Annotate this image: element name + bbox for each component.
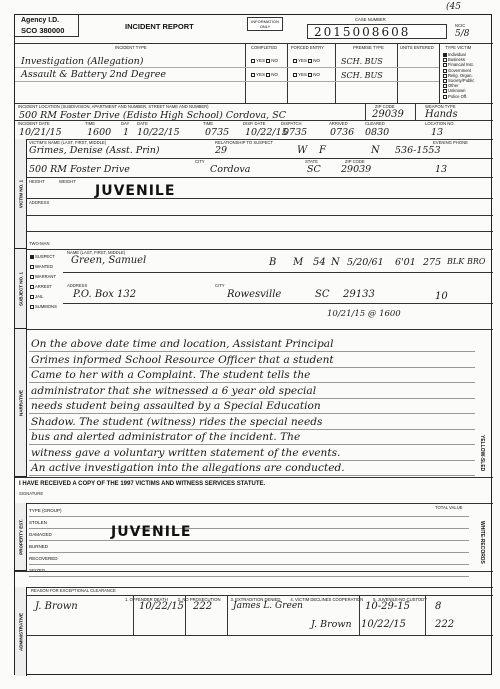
victim-city-label: CITY bbox=[195, 159, 205, 164]
victim-address: 500 RM Foster Drive bbox=[29, 164, 130, 175]
victim-type-option[interactable]: Other bbox=[443, 83, 491, 88]
exceptional-option[interactable]: 3. EXTRADITION DENIED bbox=[230, 597, 281, 602]
suspect-role-option[interactable]: WARRANT bbox=[30, 272, 60, 282]
suspect-address-label: ADDRESS bbox=[67, 283, 88, 288]
victim-race: W bbox=[297, 145, 308, 156]
arrived-time: 0736 bbox=[330, 127, 355, 138]
total-value-label: TOTAL VALUE bbox=[435, 505, 463, 510]
premise-type-label: PREMISE TYPE bbox=[353, 45, 384, 50]
report-time: 0735 bbox=[205, 127, 230, 138]
narrative-rule bbox=[29, 398, 475, 399]
narrative-rule bbox=[29, 429, 475, 430]
property-row-label: STOLEN bbox=[29, 517, 469, 529]
case-number-box bbox=[307, 24, 447, 39]
premise-2: SCH. BUS bbox=[341, 71, 383, 80]
weapon-label: WEAPON TYPE bbox=[425, 104, 456, 109]
narrative-line: needs student being assaulted by a Special Education bbox=[31, 400, 321, 412]
location-zip: 29039 bbox=[372, 109, 404, 120]
suspect-city-label: CITY bbox=[215, 283, 225, 288]
officer-signature: J. Brown bbox=[35, 601, 78, 612]
victim-type-option[interactable]: Government bbox=[443, 68, 491, 73]
yellow-sled-label: YELLOW-SLED bbox=[479, 435, 485, 472]
suspect-zip: 29133 bbox=[343, 289, 375, 300]
forced-checks-2: YES NO bbox=[293, 72, 320, 77]
narrative-line: Grimes informed School Resource Officer that a student bbox=[31, 353, 334, 366]
suspect-eth: N bbox=[331, 257, 340, 268]
location-label: INCIDENT LOCATION (SUBDIVISION, APARTMENT AND NUMBER, STREET NAME AND NUMBER) bbox=[18, 104, 209, 109]
suspect-dob: 5/20/61 bbox=[347, 257, 384, 268]
victim-phone-label: EVENING PHONE bbox=[433, 140, 468, 145]
incident-day: 1 bbox=[123, 127, 130, 138]
suspect-name: Green, Samuel bbox=[71, 255, 147, 266]
victim-zip: 29039 bbox=[341, 164, 372, 175]
victim-juvenile-stamp: JUVENILE bbox=[95, 183, 176, 199]
report-form bbox=[14, 14, 492, 675]
suspect-address: P.O. Box 132 bbox=[73, 289, 137, 300]
disp-date: 10/22/15 bbox=[245, 127, 288, 138]
victim-type-list bbox=[443, 52, 491, 99]
narrative-rule bbox=[29, 444, 475, 445]
exceptional-option[interactable]: 1. OFFENDER DEATH bbox=[125, 597, 168, 602]
supervisor-signature: James L. Green bbox=[233, 601, 303, 611]
date-field-label: TIME bbox=[85, 121, 96, 126]
narrative-line: witness gave a voluntary written statement of the events. bbox=[31, 446, 341, 459]
suspect-city: Rowesville bbox=[227, 289, 282, 300]
report-title: INCIDENT REPORT bbox=[125, 22, 194, 31]
narrative-line: Shadow. The student (witness) rides the special needs bbox=[31, 415, 323, 428]
victim-state-label: STATE bbox=[305, 159, 318, 164]
suspect-role-list bbox=[30, 252, 60, 312]
victim-type-option[interactable]: Relig. Organ. bbox=[443, 73, 491, 78]
victim-side-tab: VICTIM NO. 1 bbox=[15, 139, 27, 249]
exceptional-option[interactable]: 2. NO PROSECUTION bbox=[177, 597, 221, 602]
type-victim-label: TYPE VICTIM bbox=[445, 45, 472, 50]
narrative-rule bbox=[29, 413, 475, 414]
victim-type-option[interactable]: Society/Public bbox=[443, 78, 491, 83]
suspect-age: 54 bbox=[313, 257, 326, 268]
suspect-role-option[interactable]: ARREST bbox=[30, 282, 60, 292]
victim-rel-label: RELATIONSHIP TO SUSPECT bbox=[215, 140, 274, 145]
narrative-line: An active investigation into the allegations are conducted. bbox=[31, 462, 345, 474]
forced-checks-1: YES NO bbox=[293, 58, 320, 63]
victim-height-label: HEIGHT bbox=[29, 179, 45, 184]
completed-yes-checkbox-2[interactable] bbox=[251, 73, 255, 77]
victim-type-option[interactable]: Police Off. bbox=[443, 94, 491, 99]
completed-no-checkbox[interactable] bbox=[266, 59, 270, 63]
subject-side-tab: SUBJECT NO. 1 bbox=[15, 249, 27, 329]
victim-name-label: VICTIM'S NAME (LAST, FIRST, MIDDLE) bbox=[29, 140, 107, 145]
victim-type-option[interactable]: Individual bbox=[443, 52, 491, 57]
forced-no-checkbox-2[interactable] bbox=[308, 73, 312, 77]
date-field-label: CLEARED bbox=[365, 121, 385, 126]
suspect-loc-no: 10 bbox=[435, 291, 448, 302]
agency-box bbox=[15, 15, 79, 37]
suspect-weight: 275 bbox=[423, 257, 442, 268]
victim-address2-label: ADDRESS bbox=[29, 200, 50, 205]
case-number: 2015008608 bbox=[314, 25, 411, 39]
ncic-value: 5/8 bbox=[455, 29, 470, 39]
victim-loc-no: 13 bbox=[435, 164, 448, 175]
property-row-label: TYPE (GROUP) bbox=[29, 505, 469, 517]
date-field-label: DAY bbox=[121, 121, 130, 126]
completed-label: COMPLETED bbox=[251, 45, 278, 50]
agency-label: Agency I.D. bbox=[21, 17, 60, 24]
supervisor-badge: 8 bbox=[435, 601, 442, 612]
agency-id: SCO 380000 bbox=[21, 26, 65, 35]
completed-checks-2: YES NO bbox=[251, 72, 278, 77]
victim-sex: F bbox=[319, 145, 326, 156]
victim-type-option[interactable]: Business bbox=[443, 57, 491, 62]
exceptional-label: REASON FOR EXCEPTIONAL CLEARANCE bbox=[31, 588, 116, 593]
premise-1: SCH. BUS bbox=[341, 57, 383, 66]
officer-badge: 222 bbox=[193, 601, 213, 612]
narrative-rule bbox=[29, 460, 475, 461]
white-records-label: WHITE-RECORDS bbox=[479, 521, 485, 564]
narrative-rule bbox=[29, 475, 475, 476]
location-zip-label: ZIP CODE bbox=[375, 104, 395, 109]
narrative-line: bus and alerted administrator of the incident. The bbox=[31, 431, 301, 443]
ncic-label: NCIC bbox=[455, 23, 466, 28]
property-row-label: RECOVERED bbox=[29, 553, 469, 565]
followup-date: 10/22/15 bbox=[361, 619, 406, 630]
followup-badge: 222 bbox=[435, 619, 455, 630]
incident-type-label: INCIDENT TYPE bbox=[115, 45, 147, 50]
suspect-role-option[interactable]: SUMMONS bbox=[30, 302, 60, 312]
case-number-label: CASE NUMBER bbox=[355, 17, 386, 22]
date-field-label: TIME bbox=[203, 121, 214, 126]
narrative-rule bbox=[29, 367, 475, 368]
narrative-body bbox=[15, 329, 493, 477]
victim-resident: N bbox=[371, 145, 380, 156]
supervisor-date: 10-29-15 bbox=[365, 601, 410, 612]
date-field-label: ARRIVED bbox=[329, 121, 348, 126]
date-field-label: DISP. DATE bbox=[243, 121, 266, 126]
info-only-label: INFORMATION ONLY bbox=[251, 19, 279, 29]
victim-zip-label: ZIP CODE bbox=[345, 159, 365, 164]
exceptional-option[interactable]: 5. JUVENILE-NO CUSTODY bbox=[373, 597, 427, 602]
incident-type-2: Assault & Battery 2nd Degree bbox=[21, 69, 166, 80]
victim-state: SC bbox=[307, 164, 321, 175]
property-row-label: BURNED bbox=[29, 541, 469, 553]
suspect-hair: BLK bbox=[447, 257, 465, 266]
signature-label: SIGNATURE bbox=[19, 491, 44, 496]
property-side-tab: PROPERTY EST. bbox=[15, 503, 27, 571]
narrative-rule bbox=[29, 351, 475, 352]
suspect-sex: M bbox=[293, 257, 304, 268]
corner-mark: (45 bbox=[446, 2, 461, 12]
victim-type-option[interactable]: Unknown bbox=[443, 88, 491, 93]
victim-rel: 29 bbox=[215, 145, 228, 156]
statute-text: I HAVE RECEIVED A COPY OF THE 1997 VICTIMS AND WITNESS SERVICES STATUTE. bbox=[19, 481, 266, 487]
victim-phone: 536-1553 bbox=[395, 145, 441, 156]
suspect-height: 6'01 bbox=[395, 257, 416, 268]
narrative-rule bbox=[29, 382, 475, 383]
incident-time: 1600 bbox=[87, 127, 112, 138]
forced-yes-checkbox-2[interactable] bbox=[293, 73, 297, 77]
narrative-side-tab: NARRATIVE bbox=[15, 329, 27, 477]
two-man-label: TWO-MAN bbox=[29, 241, 50, 246]
forced-no-checkbox[interactable] bbox=[308, 59, 312, 63]
location-value: 500 RM Foster Drive (Edisto High School) Cordova, SC bbox=[19, 110, 286, 121]
victim-name: Grimes, Denise (Asst. Prin) bbox=[29, 145, 160, 156]
suspect-state: SC bbox=[315, 289, 330, 300]
offense-date: 10/21/15 @ 1600 bbox=[327, 309, 401, 319]
followup-officer: J. Brown bbox=[311, 619, 352, 630]
cleared-time: 0830 bbox=[365, 127, 390, 138]
incident-date: 10/21/15 bbox=[19, 127, 62, 138]
officer-date: 10/22/15 bbox=[139, 601, 184, 612]
property-rows bbox=[29, 505, 89, 577]
report-date: 10/22/15 bbox=[137, 127, 180, 138]
narrative-line: administrator that she witnessed a 6 year old special bbox=[31, 384, 317, 397]
suspect-role-option[interactable]: JAIL bbox=[30, 292, 60, 302]
date-field-label: INCIDENT DATE bbox=[18, 121, 50, 126]
date-field-label: LOCATION NO. bbox=[425, 121, 455, 126]
victim-city: Cordova bbox=[210, 164, 251, 175]
suspect-name-label: NAME (LAST, FIRST, MIDDLE) bbox=[67, 250, 126, 255]
completed-checks-1: YES NO bbox=[251, 58, 278, 63]
suspect-race: B bbox=[269, 257, 277, 268]
property-row-label: SEIZED bbox=[29, 565, 469, 577]
suspect-eyes: BRO bbox=[467, 257, 486, 266]
completed-yes-checkbox[interactable] bbox=[251, 59, 255, 63]
suspect-role-option[interactable]: WANTED bbox=[30, 262, 60, 272]
narrative-line: On the above date time and location, Assistant Principal bbox=[31, 338, 334, 350]
forced-entry-label: FORCED ENTRY bbox=[291, 45, 324, 50]
incident-type-1: Investigation (Allegation) bbox=[21, 56, 144, 67]
property-row-label: DAMAGED bbox=[29, 529, 469, 541]
suspect-role-option[interactable]: SUSPECT bbox=[30, 252, 60, 262]
disp-time: 0735 bbox=[283, 127, 308, 138]
date-field-label: DISPATCH bbox=[281, 121, 302, 126]
units-entered-label: UNITS ENTERED bbox=[400, 45, 434, 50]
narrative-line: Came to her with a Complaint. The student tells the bbox=[31, 369, 311, 381]
weapon-value: Hands bbox=[425, 109, 458, 120]
completed-no-checkbox-2[interactable] bbox=[266, 73, 270, 77]
admin-side-tab: ADMINISTRATIVE bbox=[15, 587, 27, 676]
date-field-label: DATE bbox=[137, 121, 148, 126]
property-juvenile-stamp: JUVENILE bbox=[111, 524, 192, 540]
victim-type-option[interactable]: Financial Inst. bbox=[443, 62, 491, 67]
victim-weight-label: WEIGHT bbox=[59, 179, 76, 184]
exceptional-option[interactable]: 4. VICTIM DECLINES COOPERATION bbox=[290, 597, 364, 602]
forced-yes-checkbox[interactable] bbox=[293, 59, 297, 63]
location-number: 13 bbox=[431, 127, 444, 138]
info-only-box bbox=[247, 17, 283, 31]
